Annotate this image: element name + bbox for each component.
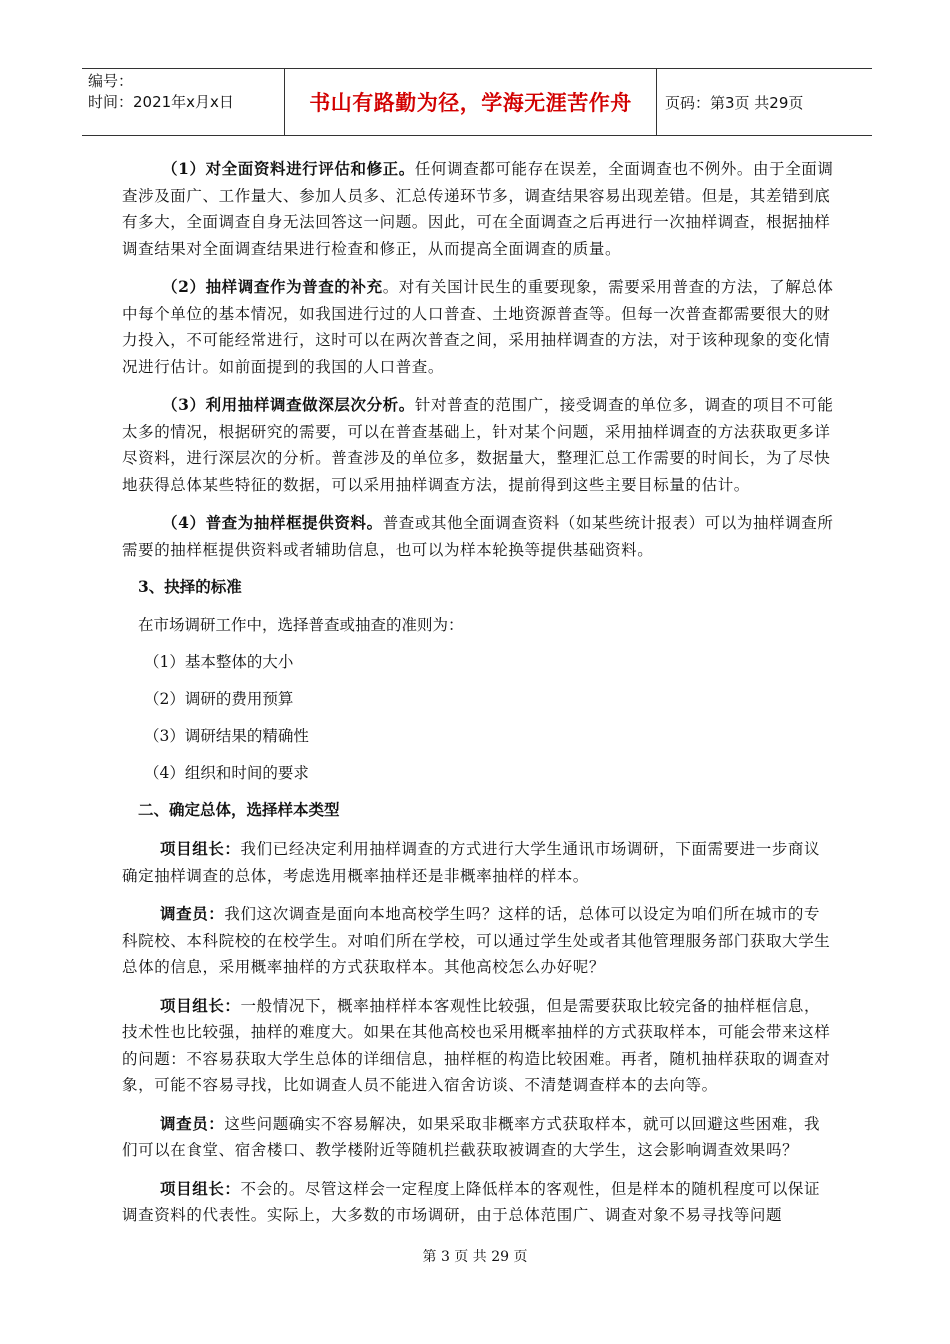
paragraph-2 (122, 274, 834, 380)
section-heading-criteria: 3、抉择的标准 (138, 577, 242, 596)
paragraph-3 (122, 392, 834, 498)
dialog-speaker: 项目组长： (160, 839, 241, 858)
dialog-text: 一般情况下，概率抽样样本客观性比较强，但是需要获取比较完备的抽样框信息，技术性也比较强，抽样的难度大。如果在其他高校也采用概率抽样的方式获取样本，可能会带来这样的问题：不容易获取大学生总体的详细信息，抽样框的构造比较困难。再者，随机抽样获取的调查对象，可能不容易寻找，比如调查人员不能进入宿舍访谈、不清楚调查样本的去向等。 (122, 996, 831, 1094)
page-header (82, 68, 872, 136)
dialog-text: 这些问题确实不容易解决，如果采取非概率方式获取样本，就可以回避这些困难，我们可以在食堂、宿舍楼口、教学楼附近等随机拦截获取被调查的大学生，这会影响调查效果吗？ (122, 1114, 821, 1159)
criteria-item: （4）组织和时间的要求 (144, 764, 309, 782)
paragraph-lead: （3）利用抽样调查做深层次分析。 (162, 395, 415, 414)
criteria-intro: 在市场调研工作中，选择普查或抽查的准则为： (138, 616, 464, 634)
paragraph-text: 任何调查都可能存在误差，全面调查也不例外。由于全面调查涉及面广、工作量大、参加人员多、汇总传递环节多，调查结果容易出现差错。但是，其差错到底有多大，全面调查自身无法回答这一问题。因此，可在全面调查之后再进行一次抽样调查，根据抽样调查结果对全面调查结果进行检查和修正，从而提高全面调查的质量。 (122, 160, 834, 258)
header-meta (82, 69, 285, 135)
dialog-entry (122, 901, 834, 981)
page-footer: 第 3 页 共 29 页 (422, 1249, 528, 1265)
dialog-speaker: 项目组长： (160, 995, 241, 1015)
dialog-entry (122, 1111, 834, 1164)
dialog-speaker: 调查员： (160, 904, 225, 923)
dialog-text: 我们已经决定利用抽样调查的方式进行大学生通讯市场调研，下面需要进一步商议确定抽样调查的总体，考虑选用概率抽样还是非概率抽样的样本。 (122, 840, 821, 885)
header-motto: 书山有路勤为径，学海无涯苦作舟 (285, 69, 657, 135)
section-heading-population: 二、确定总体，选择样本类型 (138, 800, 340, 819)
paragraph-text: 针对普查的范围广，接受调查的单位多，调查的项目不可能太多的情况，根据研究的需要，可以在普查基础上，针对某个问题，采用抽样调查的方法获取更多详尽资料，进行深层次的分析。普查涉及的单位多，数据量大，整理汇总工作需要的时间长，为了尽快地获得总体某些特征的数据，可以采用抽样调查方法，提前得到这些主要目标量的估计。 (122, 396, 834, 494)
dialog-text: 不会的。尽管这样会一定程度上降低样本的客观性，但是样本的随机程度可以保证调查资料的代表性。实际上，大多数的市场调研，由于总体范围广、调查对象不易寻找等问题 (122, 1179, 821, 1224)
paragraph-lead: （4）普查为抽样框提供资料。 (162, 513, 383, 532)
paragraph-text: 。对有关国计民生的重要现象，需要采用普查的方法，了解总体中每个单位的基本情况，如我国进行过的人口普查、土地资源普查等。但每一次普查都需要很大的财力投入，不可能经常进行，这时可以在两次普查之间，采用抽样调查的方法，对于该种现象的变化情况进行估计。如前面提到的我国的人口普查。 (122, 278, 834, 376)
dialog-speaker: 项目组长： (160, 1178, 241, 1198)
number-label: 编号： (88, 72, 134, 90)
time-label: 时间：2021年x月x日 (88, 93, 234, 111)
criteria-item: （2）调研的费用预算 (144, 690, 294, 708)
header-page-info: 页码：第3页 共29页 (665, 93, 804, 112)
criteria-item: （1）基本整体的大小 (144, 653, 294, 671)
dialog-entry (122, 1176, 834, 1229)
dialog-text: 我们这次调查是面向本地高校学生吗？这样的话，总体可以设定为咱们所在城市的专科院校、本科院校的在校学生。对咱们所在学校，可以通过学生处或者其他管理服务部门获取大学生总体的信息，采用概率抽样的方式获取样本。其他高校怎么办好呢？ (122, 905, 831, 976)
dialog-entry (122, 836, 834, 889)
paragraph-4 (122, 510, 834, 563)
paragraph-1 (122, 156, 834, 262)
paragraph-lead: （1）对全面资料进行评估和修正。 (162, 159, 415, 178)
dialog-entry (122, 993, 834, 1099)
paragraph-text: 普查或其他全面调查资料（如某些统计报表）可以为抽样调查所需要的抽样框提供资料或者辅助信息，也可以为样本轮换等提供基础资料。 (122, 514, 834, 559)
paragraph-lead: （2）抽样调查作为普查的补充 (162, 277, 383, 296)
dialog-speaker: 调查员： (160, 1113, 225, 1133)
criteria-item: （3）调研结果的精确性 (144, 727, 309, 745)
document-body (122, 156, 834, 1241)
